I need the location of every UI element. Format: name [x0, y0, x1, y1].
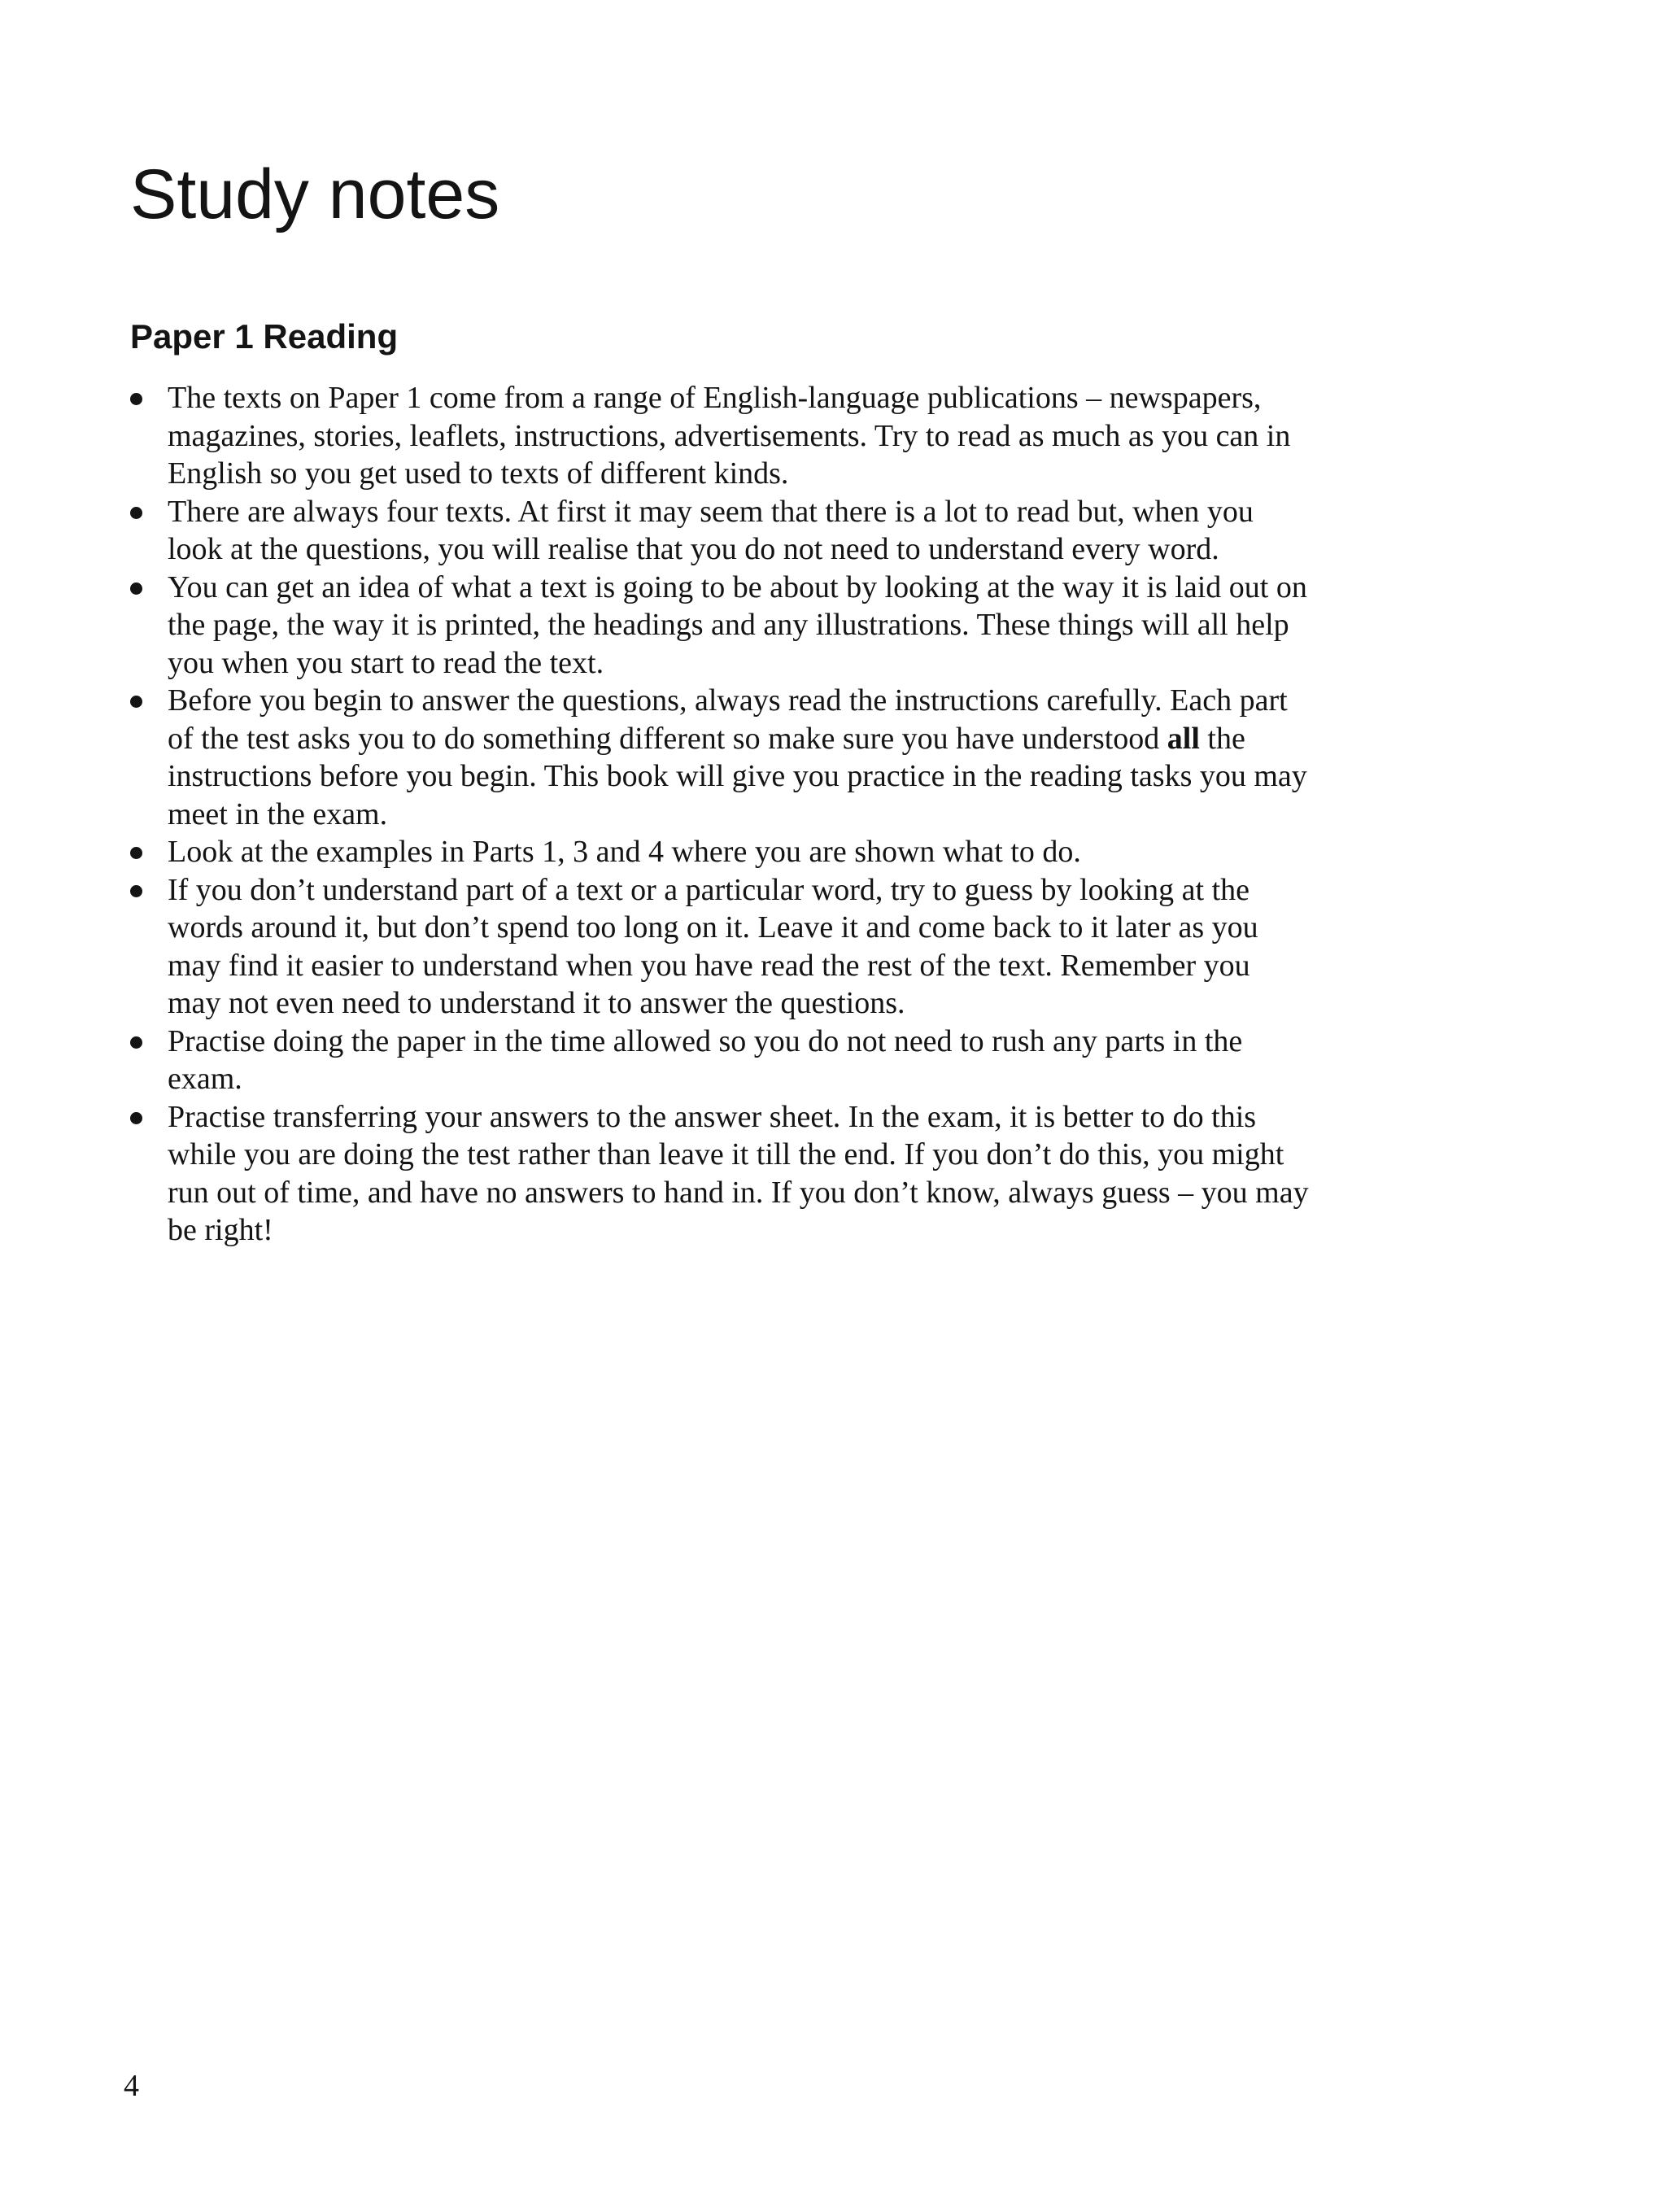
bullet-text: Practise transferring your answers to the answer sheet. In the exam, it is better to do this while you are doing the test rather than leave it till the end. If you don’t do this, you might run out of time, and have no answers to hand in. If you don’t know, always guess – you may be right!	[168, 1099, 1309, 1247]
study-notes-list	[130, 379, 1310, 1250]
bullet-icon	[130, 582, 142, 595]
bullet-text: You can get an idea of what a text is going to be about by looking at the way it is laid out on the page, the way it is printed, the headings and any illustrations. These things will all help you when you start to read the text.	[168, 569, 1307, 680]
list-item	[130, 379, 1310, 493]
list-item	[130, 1098, 1310, 1250]
list-item	[130, 569, 1310, 683]
bullet-text: Practise doing the paper in the time allowed so you do not need to rush any parts in the exam.	[168, 1023, 1243, 1096]
bullet-text: Before you begin to answer the questions, always read the instructions carefully. Each part of the test asks you to do something different so make sure you have understood all the instructions before you begin. This book will give you practice in the reading tasks you may meet in the exam.	[168, 683, 1307, 831]
bullet-icon	[130, 885, 142, 897]
list-item	[130, 682, 1310, 833]
bullet-text: The texts on Paper 1 come from a range of English-language publications – newspapers, magazines, stories, leaflets, instructions, advertisements. Try to read as much as you can in English so you get used to texts of different kinds.	[168, 381, 1291, 491]
bullet-icon	[130, 1112, 142, 1124]
bullet-icon	[130, 393, 142, 405]
page-title: Study notes	[130, 155, 500, 233]
bullet-text: If you don’t understand part of a text or a particular word, try to guess by looking at the words around it, but don’t spend too long on it. Leave it and come back to it later as you may find it easier to understand when you have read the rest of the text. Remember you may not even need to understand it to answer the questions.	[168, 872, 1258, 1020]
section-heading: Paper 1 Reading	[130, 317, 399, 356]
bullet-icon	[130, 696, 142, 708]
bullet-text: Look at the examples in Parts 1, 3 and 4 where you are shown what to do.	[168, 835, 1081, 869]
list-item	[130, 871, 1310, 1023]
bullet-text: There are always four texts. At first it may seem that there is a lot to read but, when you look at the questions, you will realise that you do not need to understand every word.	[168, 494, 1254, 566]
list-item	[130, 833, 1310, 871]
bullet-icon	[130, 847, 142, 859]
page-number: 4	[124, 2069, 139, 2103]
bullet-icon	[130, 507, 142, 519]
bullet-icon	[130, 1036, 142, 1049]
list-item	[130, 1023, 1310, 1098]
list-item	[130, 493, 1310, 569]
